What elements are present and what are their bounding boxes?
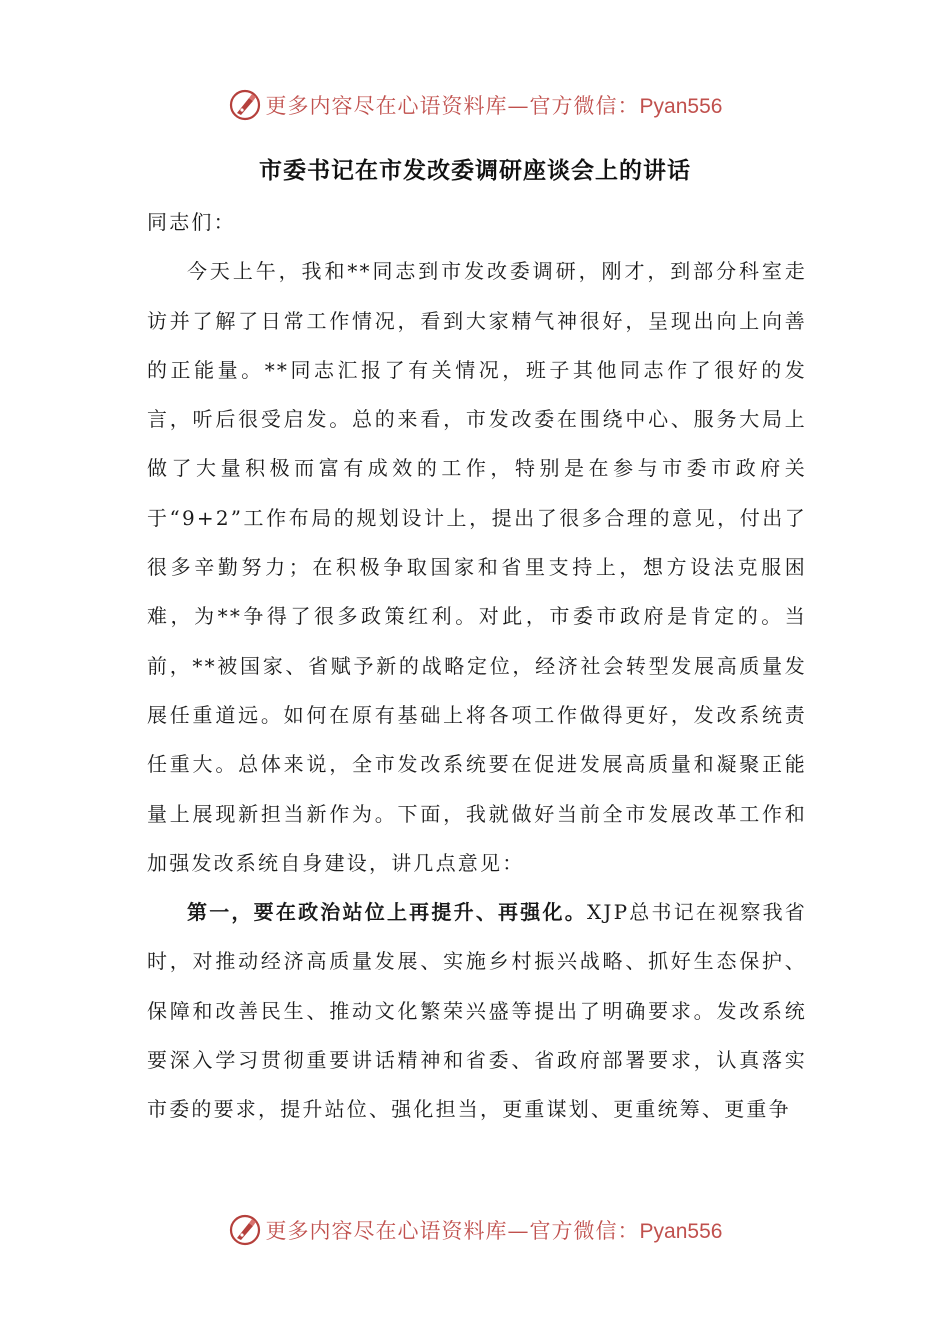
banner-wechat-id: Pyan556	[639, 1220, 723, 1243]
pen-nib-logo-icon	[228, 88, 262, 122]
document-title: 市委书记在市发改委调研座谈会上的讲话	[259, 157, 691, 184]
banner-text-cn: 更多内容尽在心语资料库—官方微信：	[265, 94, 640, 118]
paragraph-section-1	[147, 888, 807, 1134]
banner-text	[266, 90, 723, 120]
pen-nib-logo-icon	[228, 1213, 262, 1247]
paragraph-intro: 今天上午，我和**同志到市发改委调研，刚才，到部分科室走访并了解了日常工作情况，看到大家精气神很好，呈现出向上向善的正能量。**同志汇报了有关情况，班子其他同志作了很好的发言，听后很受启发。总的来看，市发改委在围绕中心、服务大局上做了大量积极而富有成效的工作，特别是在参与市委市政府关于“9+2”工作布局的规划设计上，提出了很多合理的意见，付出了很多辛勤努力；在积极争取国家和省里支持上，想方设法克服困难，为**争得了很多政策红利。对此，市委市政府是肯定的。当前，**被国家、省赋予新的战略定位，经济社会转型发展高质量发展任重道远。如何在原有基础上将各项工作做得更好，发改系统责任重大。总体来说，全市发改系统要在促进发展高质量和凝聚正能量上展现新担当新作为。下面，我就做好当前全市发展改革工作和加强发改系统自身建设，讲几点意见：	[147, 259, 807, 875]
header-banner	[0, 85, 950, 125]
section-1-heading: 第一，要在政治站位上再提升、再强化。	[187, 900, 587, 925]
salutation: 同志们：	[147, 210, 236, 234]
section-1-body: XJP总书记在视察我省时，对推动经济高质量发展、实施乡村振兴战略、抓好生态保护、保障和改善民生、推动文化繁荣兴盛等提出了明确要求。发改系统要深入学习贯彻重要讲话精神和省委、省政府部署要求，认真落实市委的要求，提升站位、强化担当，更重谋划、更重统筹、更重争	[147, 900, 807, 1122]
footer-banner	[0, 1210, 950, 1250]
banner-text	[266, 1215, 723, 1245]
document-body	[147, 198, 807, 1135]
banner-wechat-id: Pyan556	[639, 95, 723, 118]
banner-text-cn: 更多内容尽在心语资料库—官方微信：	[265, 1219, 640, 1243]
